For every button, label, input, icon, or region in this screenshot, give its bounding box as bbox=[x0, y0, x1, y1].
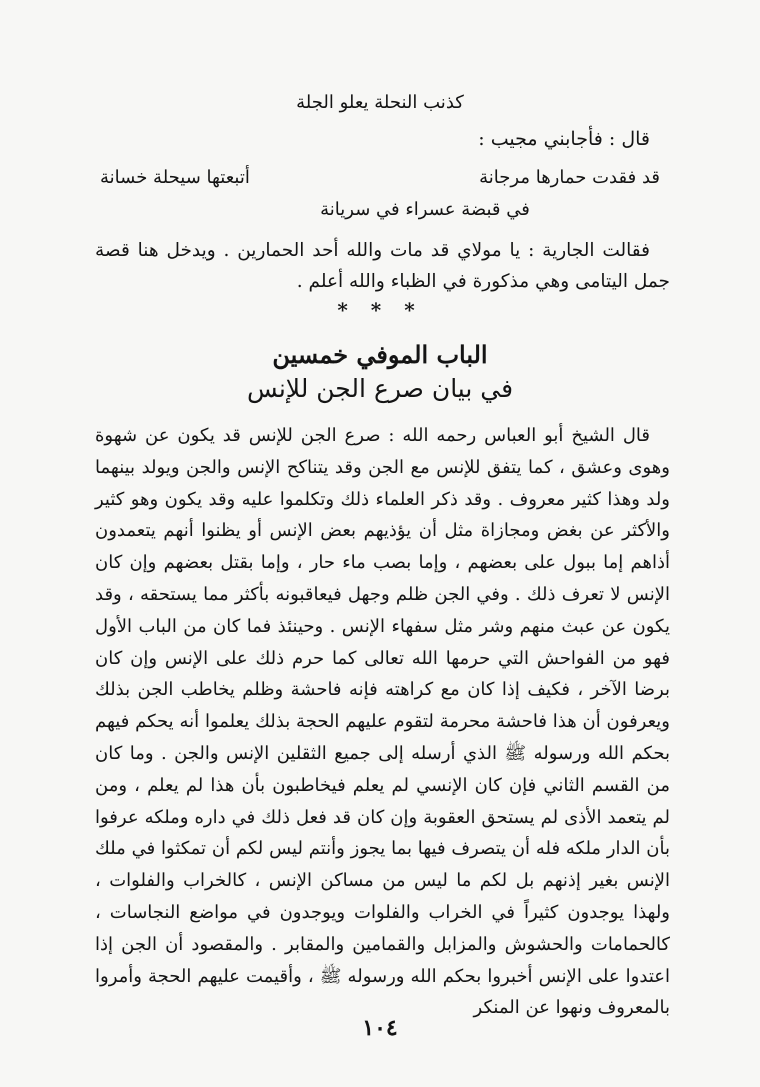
page-number: ١٠٤ bbox=[362, 1015, 398, 1041]
third-verse-line: في قبضة عسراء في سريانة bbox=[320, 199, 530, 220]
first-hemistich: قد فقدت حمارها مرجانة bbox=[479, 167, 660, 188]
closing-paragraph: فقالت الجارية : يا مولاي قد مات والله أحد الحمارين . ويدخل هنا قصة جمل اليتامى وهي مذكورة في الظباء والله أعلم . bbox=[95, 240, 670, 292]
second-hemistich: أتبعتها سيحلة خسانة bbox=[100, 167, 250, 188]
chapter-subtitle: في بيان صرع الجن للإنس bbox=[246, 374, 514, 403]
chapter-title: الباب الموفي خمسين bbox=[272, 340, 488, 369]
chapter-body-text: قال الشيخ أبو العباس رحمه الله : صرع الجن للإنس قد يكون عن شهوة وهوى وعشق ، كما يتفق للإنس مع الجن وقد يتناكح الإنس والجن ويولد بينهما ولد وهذا كثير معروف . وقد ذكر العلماء ذلك وتكلموا عليه وقد يكون وهو كثير والأكثر عن بغض ومجازاة مثل أن يؤذيهم بعض الإنس أو يظنوا أنهم يتعمدون أذاهم إما ببول على بعضهم ، وإما بصب ماء حار ، وإما بقتل بعضهم وإن كان الإنس لا تعرف ذلك . وفي الجن ظلم وجهل فيعاقبونه بأكثر مما يستحقه ، وقد يكون عن عبث منهم وشر مثل سفهاء الإنس . وحينئذ فما كان من الباب الأول فهو من الفواحش التي حرمها الله تعالى كما حرم ذلك على الإنس وإن كان برضا الآخر ، فكيف إذا كان مع كراهته فإنه فاحشة وظلم يخاطب الجن بذلك ويعرفون أن هذا فاحشة محرمة لتقوم عليهم الحجة بذلك يعلموا أنه يحكم فيهم بحكم الله ورسوله ﷺ الذي أرسله إلى جميع الثقلين الإنس والجن . وما كان من القسم الثاني فإن كان الإنسي لم يعلم فيخاطبون بأن هذا لم يعلم ، ومن لم يتعمد الأذى لم يستحق العقوبة وإن كان قد فعل ذلك في داره وملكه عرفوا بأن الدار ملكه فله أن يتصرف فيها بما يجوز وأنتم ليس لكم أن تمكثوا في ملك الإنس بغير إذنهم بل لكم ما ليس من مساكن الإنس ، كالخراب والفلوات ، ولهذا يوجدون كثيراً في الخراب والفلوات ويوجدون في مواضع النجاسات ، كالحمامات والحشوش والمزابل والقمامين والمقابر . والمقصود أن الجن إذا اعتدوا على الإنس أخبروا بحكم الله ورسوله ﷺ ، وأقيمت عليهم الحجة وأمروا بالمعروف ونهوا عن المنكر bbox=[95, 425, 670, 1019]
section-separator: * * * bbox=[337, 298, 423, 322]
running-title: كذنب النحلة يعلو الجلة bbox=[296, 92, 464, 113]
poem-verse bbox=[100, 162, 660, 226]
verse-line bbox=[100, 162, 660, 194]
intro-line: قال : فأجابني مجيب : bbox=[478, 128, 650, 150]
